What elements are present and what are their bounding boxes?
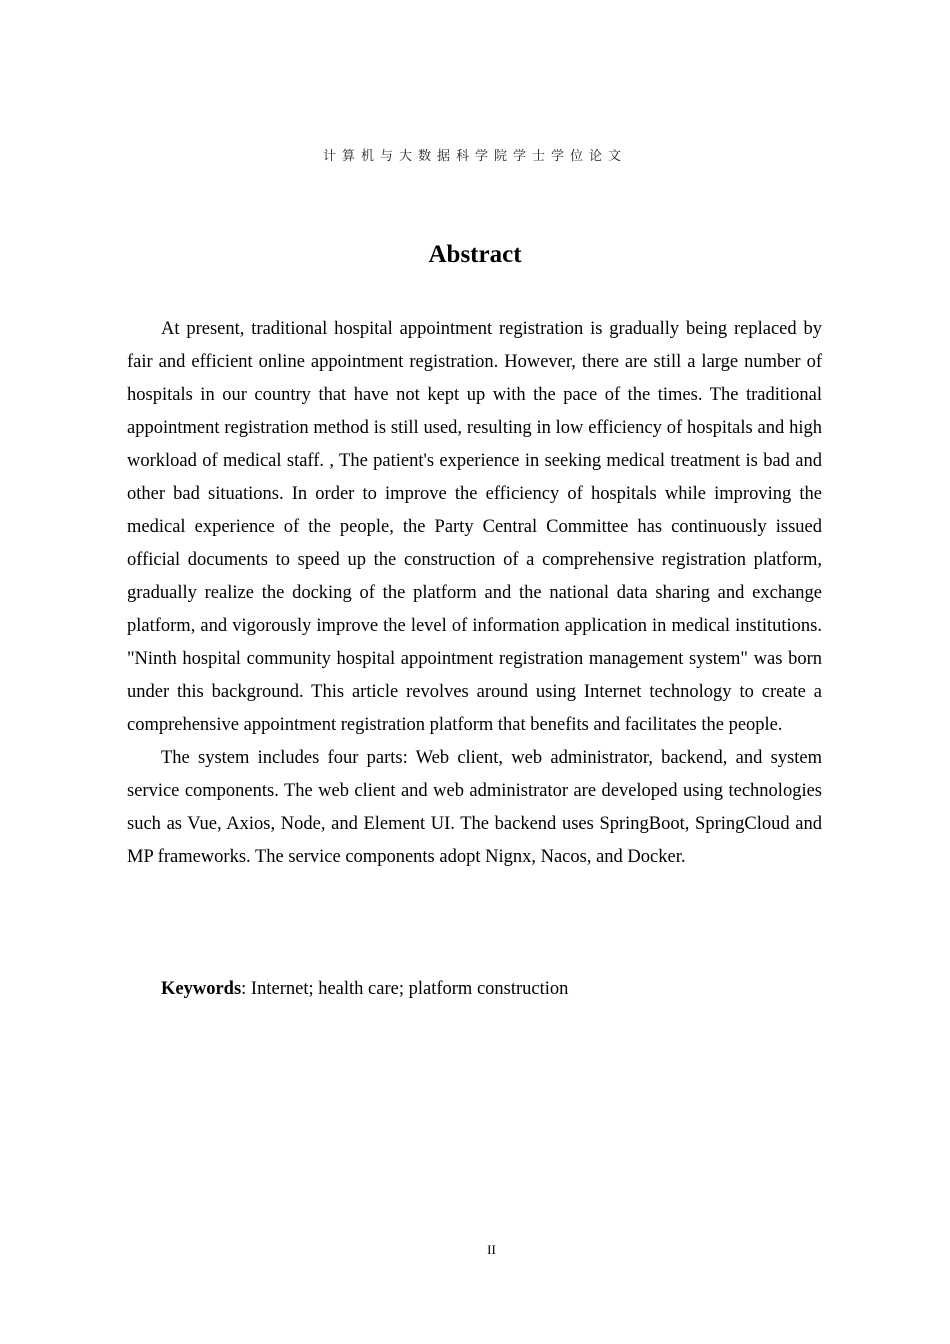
- abstract-paragraph-1: At present, traditional hospital appointment registration is gradually being replaced by fair and efficient online appointment registration. However, there are still a large number of hospitals in our country that have not kept up with the pace of the times. The traditional appointment registration method is still used, resulting in low efficiency of hospitals and high workload of medical staff. , The patient's experience in seeking medical treatment is bad and other bad situations. In order to improve the efficiency of hospitals while improving the medical experience of the people, the Party Central Committee has continuously issued official documents to speed up the construction of a comprehensive registration platform, gradually realize the docking of the platform and the national data sharing and exchange platform, and vigorously improve the level of information application in medical institutions. "Ninth hospital community hospital appointment registration management system" was born under this background. This article revolves around using Internet technology to create a comprehensive appointment registration platform that benefits and facilitates the people.: [127, 319, 822, 735]
- abstract-title: Abstract: [428, 241, 522, 268]
- keywords-line: [161, 973, 822, 1006]
- abstract-paragraph-2: The system includes four parts: Web client, web administrator, backend, and system service components. The web client and web administrator are developed using technologies such as Vue, Axios, Node, and Element UI. The backend uses SpringBoot, SpringCloud and MP frameworks. The service components adopt Nignx, Nacos, and Docker.: [127, 748, 822, 867]
- page-number: II: [487, 1242, 496, 1257]
- running-header: 计算机与大数据科学院学士学位论文: [322, 149, 627, 164]
- abstract-body: [127, 313, 822, 874]
- keywords-text: : Internet; health care; platform construction: [241, 979, 569, 999]
- keywords-label: Keywords: [161, 979, 242, 999]
